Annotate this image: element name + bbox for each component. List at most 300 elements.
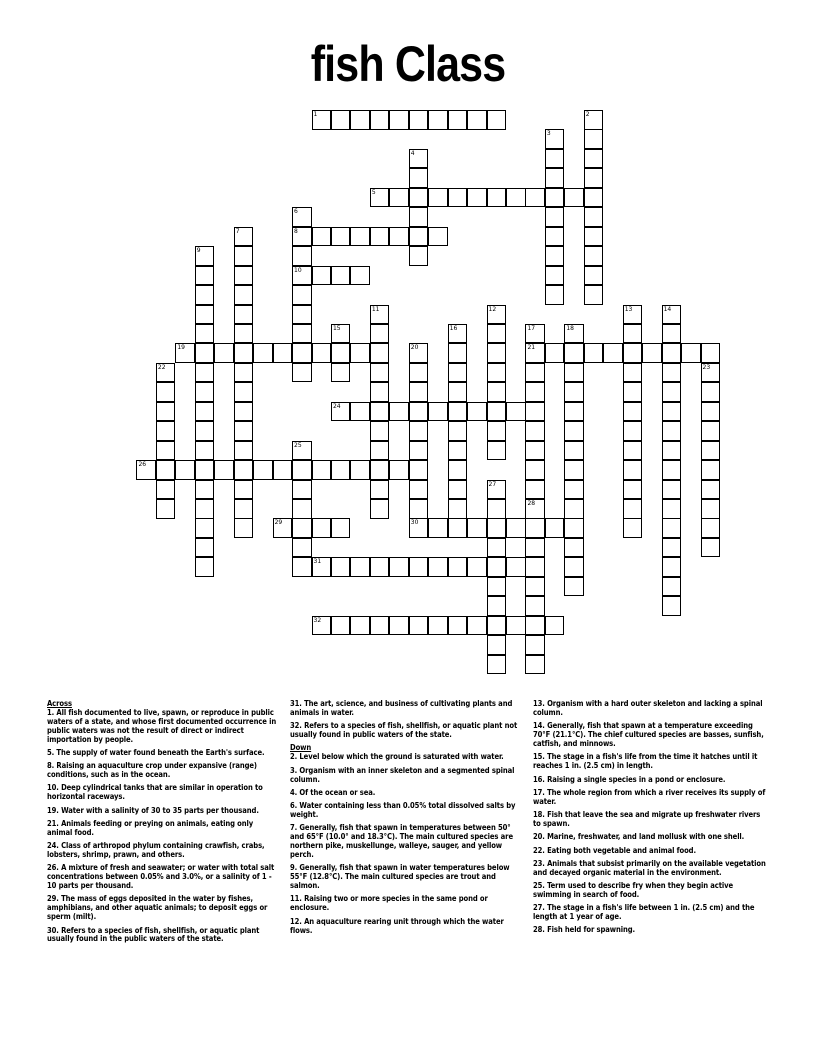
grid-cell[interactable] bbox=[448, 343, 468, 363]
grid-cell[interactable] bbox=[525, 382, 545, 402]
grid-cell[interactable] bbox=[681, 343, 701, 363]
grid-cell[interactable] bbox=[545, 616, 565, 636]
grid-cell[interactable] bbox=[331, 460, 351, 480]
grid-cell[interactable] bbox=[292, 518, 312, 538]
grid-cell[interactable] bbox=[409, 557, 429, 577]
grid-cell[interactable] bbox=[564, 499, 584, 519]
grid-cell[interactable] bbox=[273, 460, 293, 480]
grid-cell[interactable] bbox=[234, 324, 254, 344]
grid-cell[interactable] bbox=[370, 227, 390, 247]
grid-cell[interactable] bbox=[409, 188, 429, 208]
grid-cell[interactable] bbox=[292, 499, 312, 519]
grid-cell[interactable] bbox=[487, 343, 507, 363]
grid-cell[interactable] bbox=[662, 324, 682, 344]
grid-cell[interactable] bbox=[564, 577, 584, 597]
grid-cell[interactable] bbox=[525, 518, 545, 538]
grid-cell[interactable] bbox=[584, 168, 604, 188]
grid-cell[interactable] bbox=[545, 207, 565, 227]
grid-cell[interactable] bbox=[448, 557, 468, 577]
grid-cell[interactable] bbox=[506, 518, 526, 538]
grid-cell[interactable] bbox=[662, 480, 682, 500]
clue-down-27: 27. The stage in a fish's life between 1 in. (2.5 cm) and the length at 1 year of age. bbox=[533, 903, 755, 922]
grid-cell[interactable] bbox=[564, 324, 584, 344]
grid-cell[interactable] bbox=[350, 343, 370, 363]
grid-cell[interactable] bbox=[312, 266, 332, 286]
grid-cell[interactable] bbox=[292, 305, 312, 325]
grid-cell[interactable] bbox=[234, 441, 254, 461]
grid-cell[interactable] bbox=[331, 402, 351, 422]
grid-cell[interactable] bbox=[642, 343, 662, 363]
grid-cell[interactable] bbox=[409, 421, 429, 441]
grid-cell[interactable] bbox=[467, 518, 487, 538]
grid-cell[interactable] bbox=[564, 402, 584, 422]
grid-cell[interactable] bbox=[525, 343, 545, 363]
grid-cell[interactable] bbox=[584, 285, 604, 305]
grid-cell[interactable] bbox=[195, 441, 215, 461]
grid-cell[interactable] bbox=[156, 441, 176, 461]
grid-cell[interactable] bbox=[428, 616, 448, 636]
grid-cell[interactable] bbox=[312, 227, 332, 247]
grid-cell[interactable] bbox=[234, 382, 254, 402]
grid-cell[interactable] bbox=[331, 324, 351, 344]
grid-cell[interactable] bbox=[195, 421, 215, 441]
grid-cell[interactable] bbox=[525, 499, 545, 519]
grid-cell[interactable] bbox=[234, 343, 254, 363]
grid-cell[interactable] bbox=[370, 441, 390, 461]
grid-cell[interactable] bbox=[350, 557, 370, 577]
grid-cell[interactable] bbox=[331, 616, 351, 636]
grid-cell[interactable] bbox=[409, 363, 429, 383]
grid-cell[interactable] bbox=[409, 227, 429, 247]
grid-cell[interactable] bbox=[370, 402, 390, 422]
grid-cell[interactable] bbox=[506, 616, 526, 636]
grid-cell[interactable] bbox=[545, 518, 565, 538]
grid-cell[interactable] bbox=[292, 324, 312, 344]
grid-cell[interactable] bbox=[195, 305, 215, 325]
grid-cell[interactable] bbox=[545, 285, 565, 305]
grid-cell[interactable] bbox=[292, 207, 312, 227]
grid-cell[interactable] bbox=[662, 499, 682, 519]
grid-cell[interactable] bbox=[292, 246, 312, 266]
grid-cell[interactable] bbox=[195, 518, 215, 538]
grid-cell[interactable] bbox=[409, 460, 429, 480]
grid-cell[interactable] bbox=[370, 110, 390, 130]
grid-cell[interactable] bbox=[409, 441, 429, 461]
grid-cell[interactable] bbox=[623, 363, 643, 383]
grid-cell[interactable] bbox=[331, 110, 351, 130]
grid-cell[interactable] bbox=[273, 343, 293, 363]
grid-cell[interactable] bbox=[370, 421, 390, 441]
grid-cell[interactable] bbox=[136, 460, 156, 480]
grid-cell[interactable] bbox=[195, 499, 215, 519]
grid-cell[interactable] bbox=[701, 499, 721, 519]
grid-cell[interactable] bbox=[409, 402, 429, 422]
grid-cell[interactable] bbox=[234, 480, 254, 500]
grid-cell[interactable] bbox=[701, 382, 721, 402]
clue-number: 4 bbox=[410, 149, 415, 157]
grid-cell[interactable] bbox=[487, 305, 507, 325]
grid-cell[interactable] bbox=[195, 266, 215, 286]
grid-cell[interactable] bbox=[389, 460, 409, 480]
grid-cell[interactable] bbox=[467, 110, 487, 130]
grid-cell[interactable] bbox=[409, 518, 429, 538]
grid-cell[interactable] bbox=[448, 110, 468, 130]
grid-cell[interactable] bbox=[292, 363, 312, 383]
grid-cell[interactable] bbox=[662, 460, 682, 480]
grid-cell[interactable] bbox=[156, 402, 176, 422]
grid-cell[interactable] bbox=[195, 285, 215, 305]
grid-cell[interactable] bbox=[370, 616, 390, 636]
clue-down-13: 13. Organism with a hard outer skeleton and lacking a spinal column. bbox=[533, 699, 763, 717]
clue-number: 6 bbox=[294, 208, 298, 216]
grid-cell[interactable] bbox=[564, 363, 584, 383]
grid-cell[interactable] bbox=[662, 577, 682, 597]
grid-cell[interactable] bbox=[350, 227, 370, 247]
grid-cell[interactable] bbox=[350, 110, 370, 130]
grid-cell[interactable] bbox=[234, 227, 254, 247]
grid-cell[interactable] bbox=[195, 480, 215, 500]
grid-cell[interactable] bbox=[487, 616, 507, 636]
grid-cell[interactable] bbox=[584, 188, 604, 208]
grid-cell[interactable] bbox=[292, 266, 312, 286]
grid-cell[interactable] bbox=[331, 518, 351, 538]
grid-cell[interactable] bbox=[662, 343, 682, 363]
grid-cell[interactable] bbox=[292, 557, 312, 577]
grid-cell[interactable] bbox=[545, 188, 565, 208]
grid-cell[interactable] bbox=[409, 480, 429, 500]
grid-cell[interactable] bbox=[525, 596, 545, 616]
grid-cell[interactable] bbox=[156, 499, 176, 519]
grid-cell[interactable] bbox=[487, 635, 507, 655]
clue-number: 14 bbox=[663, 305, 672, 313]
grid-cell[interactable] bbox=[331, 227, 351, 247]
grid-cell[interactable] bbox=[487, 518, 507, 538]
grid-cell[interactable] bbox=[525, 616, 545, 636]
grid-cell[interactable] bbox=[234, 421, 254, 441]
grid-cell[interactable] bbox=[487, 441, 507, 461]
grid-cell[interactable] bbox=[584, 129, 604, 149]
grid-cell[interactable] bbox=[487, 382, 507, 402]
grid-cell[interactable] bbox=[448, 324, 468, 344]
grid-cell[interactable] bbox=[525, 480, 545, 500]
grid-cell[interactable] bbox=[603, 343, 623, 363]
grid-cell[interactable] bbox=[428, 518, 448, 538]
grid-cell[interactable] bbox=[175, 343, 195, 363]
grid-cell[interactable] bbox=[370, 460, 390, 480]
grid-cell[interactable] bbox=[584, 149, 604, 169]
grid-cell[interactable] bbox=[487, 538, 507, 558]
grid-cell[interactable] bbox=[448, 480, 468, 500]
grid-cell[interactable] bbox=[350, 402, 370, 422]
clue-across-1: 1. All fish documented to live, spawn, or reproduce in public waters of a state, and whose first documented occurrence in public waters was not the result of direct or indirect importation by people. bbox=[47, 707, 277, 744]
grid-cell[interactable] bbox=[701, 518, 721, 538]
grid-cell[interactable] bbox=[623, 480, 643, 500]
grid-cell[interactable] bbox=[428, 402, 448, 422]
clue-column-1 bbox=[47, 700, 279, 949]
grid-cell[interactable] bbox=[448, 441, 468, 461]
grid-cell[interactable] bbox=[525, 324, 545, 344]
grid-cell[interactable] bbox=[350, 460, 370, 480]
grid-cell[interactable] bbox=[195, 246, 215, 266]
grid-cell[interactable] bbox=[409, 616, 429, 636]
grid-cell[interactable] bbox=[584, 207, 604, 227]
grid-cell[interactable] bbox=[623, 460, 643, 480]
grid-cell[interactable] bbox=[545, 149, 565, 169]
grid-cell[interactable] bbox=[350, 266, 370, 286]
grid-cell[interactable] bbox=[545, 227, 565, 247]
grid-cell[interactable] bbox=[525, 188, 545, 208]
grid-cell[interactable] bbox=[370, 382, 390, 402]
grid-cell[interactable] bbox=[506, 402, 526, 422]
grid-cell[interactable] bbox=[175, 460, 195, 480]
grid-cell[interactable] bbox=[487, 596, 507, 616]
grid-cell[interactable] bbox=[292, 460, 312, 480]
grid-cell[interactable] bbox=[564, 343, 584, 363]
grid-cell[interactable] bbox=[487, 363, 507, 383]
grid-cell[interactable] bbox=[701, 343, 721, 363]
grid-cell[interactable] bbox=[545, 129, 565, 149]
grid-cell[interactable] bbox=[195, 460, 215, 480]
grid-cell[interactable] bbox=[623, 343, 643, 363]
grid-cell[interactable] bbox=[156, 382, 176, 402]
grid-cell[interactable] bbox=[467, 402, 487, 422]
grid-cell[interactable] bbox=[623, 421, 643, 441]
grid-cell[interactable] bbox=[525, 363, 545, 383]
grid-cell[interactable] bbox=[662, 421, 682, 441]
grid-cell[interactable] bbox=[156, 480, 176, 500]
grid-cell[interactable] bbox=[195, 538, 215, 558]
grid-cell[interactable] bbox=[487, 655, 507, 675]
grid-cell[interactable] bbox=[234, 285, 254, 305]
grid-cell[interactable] bbox=[448, 421, 468, 441]
grid-cell[interactable] bbox=[487, 499, 507, 519]
grid-cell[interactable] bbox=[662, 363, 682, 383]
grid-cell[interactable] bbox=[545, 266, 565, 286]
grid-cell[interactable] bbox=[623, 305, 643, 325]
grid-cell[interactable] bbox=[195, 363, 215, 383]
grid-cell[interactable] bbox=[428, 227, 448, 247]
grid-cell[interactable] bbox=[487, 188, 507, 208]
grid-cell[interactable] bbox=[409, 343, 429, 363]
grid-cell[interactable] bbox=[292, 538, 312, 558]
grid-cell[interactable] bbox=[370, 305, 390, 325]
grid-cell[interactable] bbox=[409, 168, 429, 188]
grid-cell[interactable] bbox=[701, 421, 721, 441]
grid-cell[interactable] bbox=[564, 441, 584, 461]
grid-cell[interactable] bbox=[409, 207, 429, 227]
grid-cell[interactable] bbox=[292, 441, 312, 461]
grid-cell[interactable] bbox=[467, 616, 487, 636]
grid-cell[interactable] bbox=[506, 188, 526, 208]
grid-cell[interactable] bbox=[312, 110, 332, 130]
grid-cell[interactable] bbox=[234, 518, 254, 538]
grid-cell[interactable] bbox=[448, 188, 468, 208]
grid-cell[interactable] bbox=[156, 363, 176, 383]
grid-cell[interactable] bbox=[234, 363, 254, 383]
grid-cell[interactable] bbox=[389, 557, 409, 577]
grid-cell[interactable] bbox=[662, 402, 682, 422]
grid-cell[interactable] bbox=[234, 460, 254, 480]
grid-cell[interactable] bbox=[409, 246, 429, 266]
grid-cell[interactable] bbox=[389, 402, 409, 422]
grid-cell[interactable] bbox=[370, 480, 390, 500]
grid-cell[interactable] bbox=[370, 188, 390, 208]
grid-cell[interactable] bbox=[487, 421, 507, 441]
grid-cell[interactable] bbox=[331, 343, 351, 363]
grid-cell[interactable] bbox=[448, 499, 468, 519]
grid-cell[interactable] bbox=[545, 343, 565, 363]
grid-cell[interactable] bbox=[331, 363, 351, 383]
grid-cell[interactable] bbox=[253, 460, 273, 480]
grid-cell[interactable] bbox=[662, 596, 682, 616]
grid-cell[interactable] bbox=[525, 635, 545, 655]
grid-cell[interactable] bbox=[409, 149, 429, 169]
grid-cell[interactable] bbox=[623, 518, 643, 538]
grid-cell[interactable] bbox=[448, 382, 468, 402]
grid-cell[interactable] bbox=[253, 343, 273, 363]
grid-cell[interactable] bbox=[409, 382, 429, 402]
grid-cell[interactable] bbox=[584, 227, 604, 247]
grid-cell[interactable] bbox=[214, 460, 234, 480]
grid-cell[interactable] bbox=[214, 343, 234, 363]
grid-cell[interactable] bbox=[584, 110, 604, 130]
grid-cell[interactable] bbox=[428, 188, 448, 208]
grid-cell[interactable] bbox=[662, 305, 682, 325]
grid-cell[interactable] bbox=[370, 363, 390, 383]
grid-cell[interactable] bbox=[292, 227, 312, 247]
grid-cell[interactable] bbox=[506, 557, 526, 577]
grid-cell[interactable] bbox=[370, 557, 390, 577]
grid-cell[interactable] bbox=[623, 441, 643, 461]
grid-cell[interactable] bbox=[292, 343, 312, 363]
grid-cell[interactable] bbox=[584, 343, 604, 363]
grid-cell[interactable] bbox=[701, 538, 721, 558]
grid-cell[interactable] bbox=[195, 557, 215, 577]
grid-cell[interactable] bbox=[331, 557, 351, 577]
grid-cell[interactable] bbox=[584, 246, 604, 266]
grid-cell[interactable] bbox=[448, 616, 468, 636]
grid-cell[interactable] bbox=[389, 188, 409, 208]
grid-cell[interactable] bbox=[448, 402, 468, 422]
grid-cell[interactable] bbox=[389, 227, 409, 247]
grid-cell[interactable] bbox=[525, 402, 545, 422]
grid-cell[interactable] bbox=[662, 382, 682, 402]
grid-cell[interactable] bbox=[487, 110, 507, 130]
grid-cell[interactable] bbox=[564, 460, 584, 480]
grid-cell[interactable] bbox=[487, 402, 507, 422]
grid-cell[interactable] bbox=[564, 421, 584, 441]
grid-cell[interactable] bbox=[448, 460, 468, 480]
grid-cell[interactable] bbox=[409, 499, 429, 519]
grid-cell[interactable] bbox=[234, 246, 254, 266]
grid-cell[interactable] bbox=[234, 305, 254, 325]
grid-cell[interactable] bbox=[312, 557, 332, 577]
grid-cell[interactable] bbox=[525, 421, 545, 441]
grid-cell[interactable] bbox=[389, 616, 409, 636]
grid-cell[interactable] bbox=[350, 616, 370, 636]
grid-cell[interactable] bbox=[525, 557, 545, 577]
grid-cell[interactable] bbox=[292, 285, 312, 305]
grid-cell[interactable] bbox=[564, 188, 584, 208]
grid-cell[interactable] bbox=[525, 655, 545, 675]
clue-down-17: 17. The whole region from which a river receives its supply of water. bbox=[533, 787, 766, 806]
grid-cell[interactable] bbox=[234, 499, 254, 519]
grid-cell[interactable] bbox=[525, 538, 545, 558]
grid-cell[interactable] bbox=[273, 518, 293, 538]
grid-cell[interactable] bbox=[370, 499, 390, 519]
grid-cell[interactable] bbox=[564, 538, 584, 558]
grid-cell[interactable] bbox=[234, 402, 254, 422]
grid-cell[interactable] bbox=[584, 266, 604, 286]
grid-cell[interactable] bbox=[545, 168, 565, 188]
grid-cell[interactable] bbox=[487, 557, 507, 577]
grid-cell[interactable] bbox=[389, 110, 409, 130]
grid-cell[interactable] bbox=[564, 518, 584, 538]
grid-cell[interactable] bbox=[564, 480, 584, 500]
grid-cell[interactable] bbox=[662, 518, 682, 538]
grid-cell[interactable] bbox=[428, 110, 448, 130]
grid-cell[interactable] bbox=[312, 518, 332, 538]
grid-cell[interactable] bbox=[487, 480, 507, 500]
grid-cell[interactable] bbox=[662, 441, 682, 461]
grid-cell[interactable] bbox=[195, 402, 215, 422]
grid-cell[interactable] bbox=[701, 402, 721, 422]
grid-cell[interactable] bbox=[292, 480, 312, 500]
clue-number: 24 bbox=[332, 402, 341, 410]
grid-cell[interactable] bbox=[623, 324, 643, 344]
grid-cell[interactable] bbox=[525, 460, 545, 480]
grid-cell[interactable] bbox=[156, 421, 176, 441]
grid-cell[interactable] bbox=[448, 518, 468, 538]
grid-cell[interactable] bbox=[195, 382, 215, 402]
grid-cell[interactable] bbox=[623, 382, 643, 402]
grid-cell[interactable] bbox=[448, 363, 468, 383]
grid-cell[interactable] bbox=[525, 577, 545, 597]
grid-cell[interactable] bbox=[370, 343, 390, 363]
grid-cell[interactable] bbox=[662, 557, 682, 577]
grid-cell[interactable] bbox=[370, 324, 390, 344]
grid-cell[interactable] bbox=[195, 343, 215, 363]
clue-column-2 bbox=[290, 700, 520, 940]
grid-cell[interactable] bbox=[467, 557, 487, 577]
grid-cell[interactable] bbox=[623, 402, 643, 422]
grid-cell[interactable] bbox=[525, 441, 545, 461]
grid-cell[interactable] bbox=[312, 460, 332, 480]
grid-cell[interactable] bbox=[312, 616, 332, 636]
clue-number: 15 bbox=[332, 324, 341, 332]
clue-across-8: 8. Raising an aquaculture crop under expansive (range) conditions, such as in the ocean. bbox=[47, 761, 257, 780]
grid-cell[interactable] bbox=[545, 246, 565, 266]
grid-cell[interactable] bbox=[409, 110, 429, 130]
grid-cell[interactable] bbox=[467, 188, 487, 208]
grid-cell[interactable] bbox=[564, 382, 584, 402]
grid-cell[interactable] bbox=[428, 557, 448, 577]
grid-cell[interactable] bbox=[662, 538, 682, 558]
grid-cell[interactable] bbox=[312, 343, 332, 363]
grid-cell[interactable] bbox=[701, 460, 721, 480]
grid-cell[interactable] bbox=[701, 441, 721, 461]
grid-cell[interactable] bbox=[195, 324, 215, 344]
grid-cell[interactable] bbox=[623, 499, 643, 519]
grid-cell[interactable] bbox=[331, 266, 351, 286]
grid-cell[interactable] bbox=[564, 557, 584, 577]
grid-cell[interactable] bbox=[487, 324, 507, 344]
grid-cell[interactable] bbox=[234, 266, 254, 286]
grid-cell[interactable] bbox=[487, 577, 507, 597]
grid-cell[interactable] bbox=[701, 363, 721, 383]
grid-cell[interactable] bbox=[701, 480, 721, 500]
grid-cell[interactable] bbox=[156, 460, 176, 480]
